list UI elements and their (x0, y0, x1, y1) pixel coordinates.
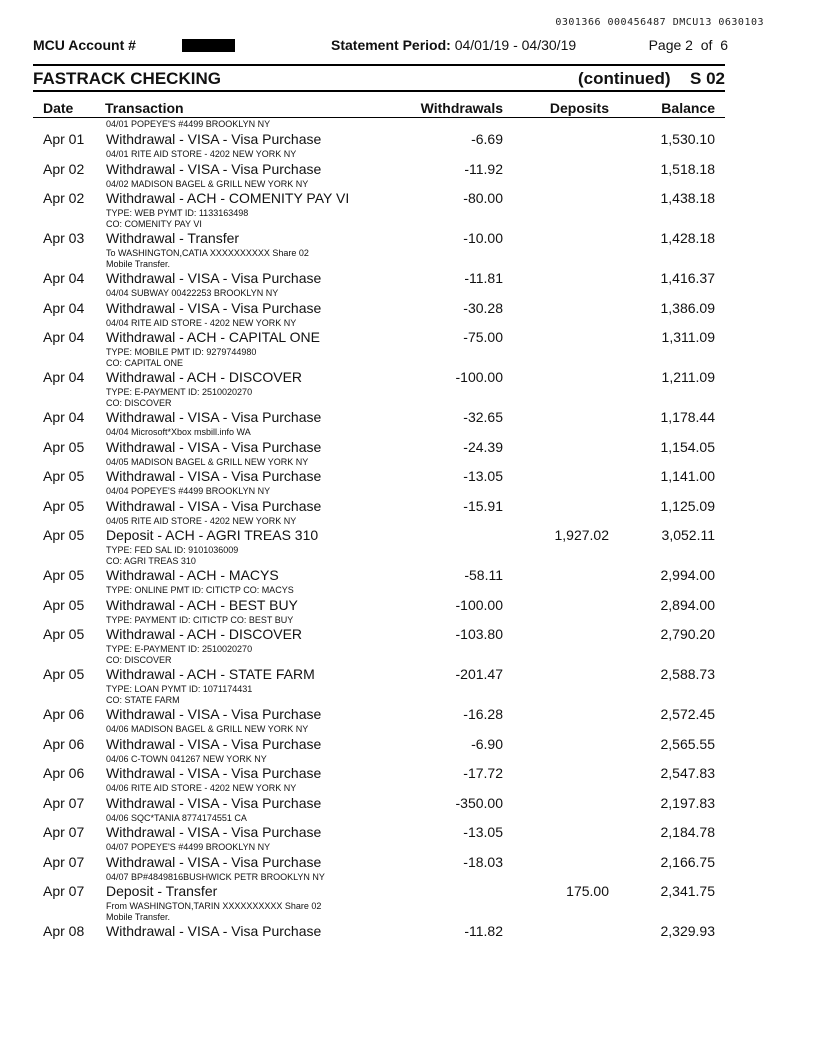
section-header (33, 69, 725, 89)
transaction-main-line (33, 922, 725, 941)
transaction-details (33, 545, 725, 566)
transaction-balance: 2,184.78 (660, 824, 715, 840)
transaction-date: Apr 03 (43, 230, 85, 246)
section-code: S 02 (690, 69, 725, 88)
transaction-row (33, 566, 725, 596)
transaction-main-line (33, 882, 725, 901)
transaction-withdrawal: -17.72 (463, 765, 503, 781)
transaction-details (33, 842, 725, 853)
transaction-main-line (33, 823, 725, 842)
transaction-details (33, 644, 725, 665)
transaction-detail-line: TYPE: WEB PYMT ID: 1133163498 (106, 208, 249, 218)
transaction-description: Withdrawal - VISA - Visa Purchase (106, 923, 322, 939)
account-label: MCU Account # (33, 37, 136, 53)
transaction-balance: 1,154.05 (660, 438, 715, 455)
transaction-main-line (33, 160, 725, 179)
transaction-description: Withdrawal - VISA - Visa Purchase (106, 270, 322, 286)
transaction-withdrawal: -201.47 (455, 666, 503, 682)
transaction-detail-line: 04/02 MADISON BAGEL & GRILL NEW YORK NY (106, 178, 309, 189)
transaction-withdrawal: -80.00 (463, 190, 503, 206)
transaction-balance: 2,790.20 (660, 626, 715, 642)
transaction-row (33, 625, 725, 665)
transaction-details (33, 724, 725, 735)
transaction-row (33, 735, 725, 765)
page-number: Page 2 of 6 (648, 37, 728, 53)
transaction-withdrawal: -103.80 (455, 626, 503, 642)
transaction-date: Apr 07 (43, 853, 85, 870)
transaction-withdrawal: -100.00 (455, 369, 503, 385)
transaction-withdrawal: -24.39 (463, 438, 503, 455)
transaction-detail-line: 04/04 Microsoft*Xbox msbill.info WA (106, 427, 251, 437)
transaction-balance: 2,994.00 (660, 567, 715, 583)
transaction-date: Apr 04 (43, 329, 85, 345)
transaction-balance: 1,211.09 (661, 369, 715, 385)
transaction-detail-line: TYPE: MOBILE PMT ID: 9279744980 (106, 347, 257, 357)
transaction-row (33, 467, 725, 497)
transaction-description: Withdrawal - VISA - Visa Purchase (106, 765, 322, 781)
transaction-row (33, 705, 725, 735)
transaction-balance: 1,428.18 (660, 230, 715, 246)
transaction-balance: 1,386.09 (660, 299, 715, 316)
transaction-details (33, 248, 725, 269)
transaction-balance: 1,141.00 (660, 468, 715, 484)
transaction-description: Withdrawal - ACH - MACYS (106, 567, 279, 583)
transaction-withdrawal: -18.03 (463, 853, 503, 870)
statement-period (331, 37, 576, 53)
transaction-row (33, 497, 725, 527)
transaction-detail-line: Mobile Transfer. (106, 911, 171, 922)
transaction-details (33, 208, 725, 229)
transaction-row (33, 764, 725, 794)
transaction-date: Apr 05 (43, 468, 85, 484)
section-title: FASTRACK CHECKING (33, 69, 221, 88)
transaction-date: Apr 04 (43, 369, 85, 385)
transaction-main-line (33, 467, 725, 486)
transaction-date: Apr 05 (43, 497, 85, 514)
transaction-details (33, 486, 725, 497)
transaction-row (33, 299, 725, 329)
column-transaction: Transaction (105, 100, 184, 116)
transaction-withdrawal: -32.65 (463, 409, 503, 425)
transaction-main-line (33, 853, 725, 872)
transaction-description: Withdrawal - Transfer (106, 230, 240, 246)
period-label: Statement Period: (331, 37, 451, 53)
transaction-description: Withdrawal - ACH - COMENITY PAY VI (106, 190, 350, 206)
column-withdrawals: Withdrawals (420, 100, 503, 116)
transaction-description: Withdrawal - ACH - DISCOVER (106, 369, 303, 385)
transaction-description: Withdrawal - ACH - BEST BUY (106, 596, 298, 613)
transaction-row (33, 229, 725, 269)
transaction-details (33, 179, 725, 190)
transaction-description: Withdrawal - VISA - Visa Purchase (106, 735, 322, 752)
transaction-detail-line: 04/06 C-TOWN 041267 NEW YORK NY (106, 753, 267, 764)
transaction-details (33, 783, 725, 794)
transaction-description: Withdrawal - VISA - Visa Purchase (106, 160, 322, 177)
transaction-main-line (33, 189, 725, 208)
transaction-description: Withdrawal - VISA - Visa Purchase (106, 131, 322, 147)
transaction-row (33, 269, 725, 299)
period-value: 04/01/19 - 04/30/19 (454, 37, 577, 53)
transaction-withdrawal: -58.11 (464, 567, 503, 583)
transaction-details (33, 684, 725, 705)
transaction-date: Apr 05 (43, 666, 85, 682)
transaction-detail-line: 04/05 RITE AID STORE - 4202 NEW YORK NY (106, 515, 297, 526)
transaction-date: Apr 07 (43, 883, 85, 899)
transaction-list (33, 119, 725, 941)
transaction-row (33, 438, 725, 468)
transaction-withdrawal: -11.92 (464, 160, 503, 177)
transaction-balance: 1,416.37 (660, 270, 715, 286)
transaction-row (33, 596, 725, 626)
transaction-main-line (33, 438, 725, 457)
transaction-details (33, 754, 725, 765)
transaction-date: Apr 05 (43, 567, 85, 583)
transaction-date: Apr 06 (43, 765, 85, 781)
transaction-withdrawal: -13.05 (463, 468, 503, 484)
transaction-description: Withdrawal - ACH - STATE FARM (106, 666, 315, 682)
transaction-details (33, 516, 725, 527)
column-headers (33, 100, 725, 118)
transaction-detail-line: 04/06 SQC*TANIA 8774174551 CA (106, 812, 247, 823)
transaction-detail-line: CO: STATE FARM (106, 694, 180, 705)
transaction-detail-line: 04/04 POPEYE'S #4499 BROOKLYN NY (106, 486, 271, 496)
transaction-main-line (33, 735, 725, 754)
transaction-detail-line: 04/06 MADISON BAGEL & GRILL NEW YORK NY (106, 724, 309, 734)
transaction-detail-line: TYPE: E-PAYMENT ID: 2510020270 (106, 387, 253, 397)
transaction-withdrawal: -10.00 (463, 230, 503, 246)
transaction-date: Apr 01 (43, 131, 85, 147)
transaction-balance: 2,894.00 (660, 596, 715, 613)
statement-header (33, 37, 728, 55)
transaction-row (33, 328, 725, 368)
transaction-detail-line: CO: CAPITAL ONE (106, 357, 184, 368)
transaction-detail-line: CO: AGRI TREAS 310 (106, 555, 196, 566)
transaction-main-line (33, 299, 725, 318)
transaction-main-line (33, 130, 725, 149)
transaction-withdrawal: -100.00 (455, 596, 503, 613)
transaction-deposit: 175.00 (566, 883, 609, 899)
divider-section (33, 90, 725, 92)
transaction-main-line (33, 328, 725, 347)
transaction-detail-line: CO: DISCOVER (106, 397, 172, 408)
transaction-balance: 1,311.09 (661, 329, 715, 345)
transaction-details (33, 149, 725, 160)
transaction-balance: 1,438.18 (660, 190, 715, 206)
carryover-detail: 04/01 POPEYE'S #4499 BROOKLYN NY (106, 119, 271, 129)
transaction-details (33, 288, 725, 299)
transaction-date: Apr 07 (43, 824, 85, 840)
transaction-main-line (33, 408, 725, 427)
transaction-withdrawal: -30.28 (463, 299, 503, 316)
transaction-description: Deposit - ACH - AGRI TREAS 310 (106, 527, 319, 543)
transaction-description: Withdrawal - VISA - Visa Purchase (106, 824, 322, 840)
transaction-balance: 2,329.93 (660, 923, 715, 939)
transaction-balance: 2,341.75 (660, 883, 715, 899)
transaction-row (33, 853, 725, 883)
transaction-detail-line: 04/07 POPEYE'S #4499 BROOKLYN NY (106, 842, 271, 852)
transaction-detail-line: 04/05 MADISON BAGEL & GRILL NEW YORK NY (106, 456, 309, 467)
transaction-description: Withdrawal - VISA - Visa Purchase (106, 497, 322, 514)
transaction-detail-line: 04/01 RITE AID STORE - 4202 NEW YORK NY (106, 149, 297, 159)
transaction-detail-line: From WASHINGTON,TARIN XXXXXXXXXX Share 02 (106, 901, 322, 911)
transaction-detail-line: To WASHINGTON,CATIA XXXXXXXXXX Share 02 (106, 248, 309, 258)
transaction-row (33, 526, 725, 566)
divider-top (33, 64, 725, 66)
transaction-details (33, 872, 725, 883)
transaction-date: Apr 05 (43, 626, 85, 642)
transaction-detail-line: TYPE: E-PAYMENT ID: 2510020270 (106, 644, 253, 654)
transaction-withdrawal: -13.05 (463, 824, 503, 840)
transaction-date: Apr 02 (43, 190, 85, 206)
transaction-date: Apr 05 (43, 596, 85, 613)
transaction-date: Apr 06 (43, 706, 85, 722)
transaction-main-line (33, 596, 725, 615)
transaction-balance: 1,530.10 (660, 131, 715, 147)
column-deposits: Deposits (549, 100, 609, 116)
transaction-detail-line: TYPE: LOAN PYMT ID: 1071174431 (106, 684, 253, 694)
transaction-date: Apr 05 (43, 527, 85, 543)
transaction-detail-line: Mobile Transfer. (106, 258, 171, 269)
transaction-details (33, 813, 725, 824)
transaction-balance: 2,547.83 (660, 765, 715, 781)
transaction-date: Apr 04 (43, 409, 85, 425)
transaction-main-line (33, 794, 725, 813)
transaction-details (33, 427, 725, 438)
transaction-row (33, 189, 725, 229)
transaction-description: Withdrawal - VISA - Visa Purchase (106, 706, 322, 722)
transaction-description: Deposit - Transfer (106, 883, 218, 899)
transaction-date: Apr 05 (43, 438, 85, 455)
transaction-main-line (33, 497, 725, 516)
transaction-detail-line: CO: DISCOVER (106, 654, 172, 665)
transaction-withdrawal: -16.28 (463, 706, 503, 722)
transaction-balance: 2,166.75 (660, 853, 715, 870)
divider-columns (33, 117, 725, 118)
column-balance: Balance (661, 100, 715, 116)
transaction-main-line (33, 705, 725, 724)
transaction-balance: 2,588.73 (660, 666, 715, 682)
transaction-description: Withdrawal - VISA - Visa Purchase (106, 299, 322, 316)
transaction-balance: 2,197.83 (660, 794, 715, 811)
transaction-detail-line: CO: COMENITY PAY VI (106, 218, 202, 229)
transaction-balance: 1,125.09 (660, 497, 715, 514)
transaction-detail-line: TYPE: PAYMENT ID: CITICTP CO: BEST BUY (106, 614, 294, 625)
transaction-description: Withdrawal - VISA - Visa Purchase (106, 794, 322, 811)
transaction-withdrawal: -350.00 (455, 794, 503, 811)
transaction-balance: 2,572.45 (660, 706, 715, 722)
transaction-description: Withdrawal - VISA - Visa Purchase (106, 853, 322, 870)
transaction-detail-line: 04/06 RITE AID STORE - 4202 NEW YORK NY (106, 783, 297, 793)
transaction-row (33, 823, 725, 853)
transaction-withdrawal: -6.90 (471, 735, 503, 752)
transaction-withdrawal: -15.91 (463, 497, 503, 514)
transaction-description: Withdrawal - VISA - Visa Purchase (106, 409, 322, 425)
column-date: Date (43, 100, 74, 116)
transaction-detail-line: 04/04 SUBWAY 00422253 BROOKLYN NY (106, 288, 279, 298)
transaction-row (33, 408, 725, 438)
transaction-row (33, 794, 725, 824)
transaction-deposit: 1,927.02 (554, 527, 609, 543)
transaction-main-line (33, 764, 725, 783)
transaction-withdrawal: -6.69 (471, 131, 503, 147)
document-id-code: 0301366 000456487 DMCU13 0630103 (555, 17, 764, 28)
transaction-row (33, 882, 725, 922)
transaction-date: Apr 02 (43, 160, 85, 177)
transaction-date: Apr 04 (43, 299, 85, 316)
transaction-withdrawal: -11.81 (464, 270, 503, 286)
transaction-details (33, 585, 725, 596)
transaction-details (33, 318, 725, 329)
redacted-account-number (182, 39, 235, 52)
transaction-balance: 1,178.44 (660, 409, 715, 425)
transaction-detail-line: 04/04 RITE AID STORE - 4202 NEW YORK NY (106, 317, 297, 328)
transaction-description: Withdrawal - VISA - Visa Purchase (106, 438, 322, 455)
transaction-description: Withdrawal - ACH - CAPITAL ONE (106, 329, 320, 345)
transaction-detail-line: TYPE: FED SAL ID: 9101036009 (106, 545, 239, 555)
transaction-row (33, 130, 725, 160)
transaction-details (33, 457, 725, 468)
transaction-details (33, 901, 725, 922)
transaction-withdrawal: -11.82 (464, 923, 503, 939)
transaction-main-line (33, 229, 725, 248)
transaction-main-line (33, 368, 725, 387)
transaction-details (33, 615, 725, 626)
transaction-details (33, 347, 725, 368)
transaction-balance: 1,518.18 (660, 160, 715, 177)
transaction-date: Apr 08 (43, 923, 85, 939)
transaction-row (33, 368, 725, 408)
transaction-main-line (33, 625, 725, 644)
transaction-date: Apr 07 (43, 794, 85, 811)
transaction-balance: 3,052.11 (661, 527, 715, 543)
transaction-main-line (33, 566, 725, 585)
section-continued: (continued) (578, 69, 671, 88)
transaction-description: Withdrawal - VISA - Visa Purchase (106, 468, 322, 484)
transaction-detail-line: TYPE: ONLINE PMT ID: CITICTP CO: MACYS (106, 585, 294, 595)
transaction-date: Apr 06 (43, 735, 85, 752)
transaction-description: Withdrawal - ACH - DISCOVER (106, 626, 303, 642)
transaction-details (33, 387, 725, 408)
transaction-main-line (33, 526, 725, 545)
transaction-date: Apr 04 (43, 270, 85, 286)
transaction-balance: 2,565.55 (660, 735, 715, 752)
transaction-withdrawal: -75.00 (463, 329, 503, 345)
transaction-row (33, 922, 725, 941)
transaction-detail-line: 04/07 BP#4849816BUSHWICK PETR BROOKLYN NY (106, 871, 325, 882)
transaction-row (33, 160, 725, 190)
transaction-main-line (33, 665, 725, 684)
transaction-row (33, 665, 725, 705)
transaction-main-line (33, 269, 725, 288)
